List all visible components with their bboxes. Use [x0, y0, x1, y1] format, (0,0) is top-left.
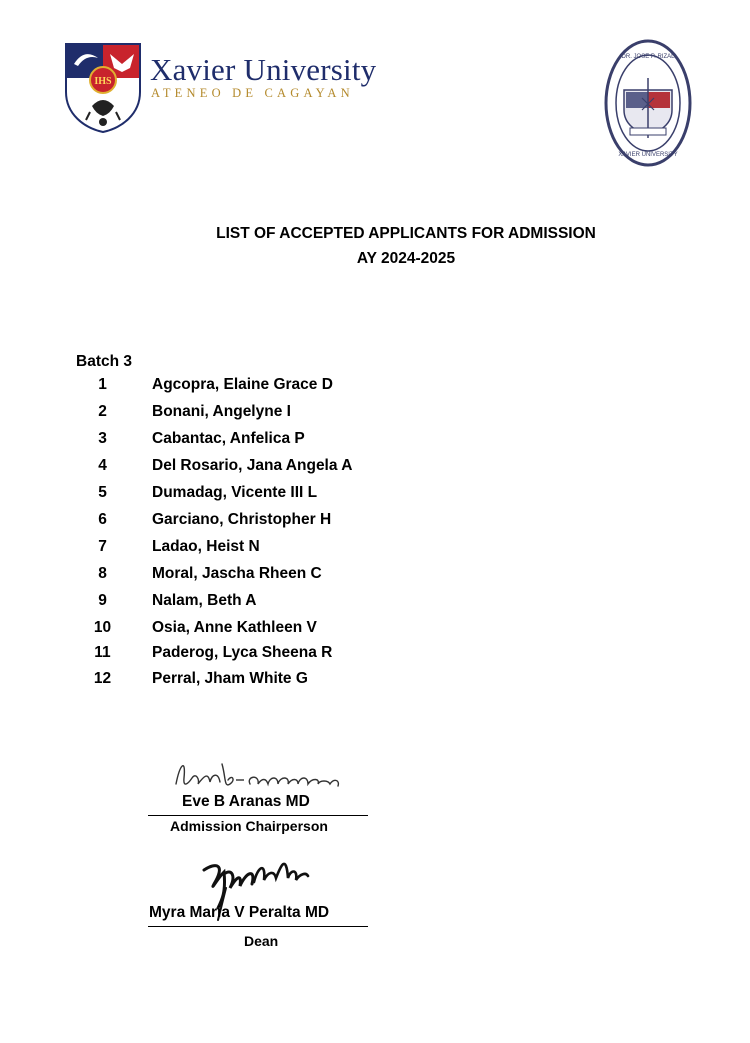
signatory-title-chairperson: Admission Chairperson	[170, 818, 328, 834]
academic-year: AY 2024-2025	[356, 250, 456, 267]
applicant-name: Del Rosario, Jana Angela A	[152, 457, 353, 474]
list-item	[0, 565, 600, 591]
signatory-name-chairperson: Eve B Aranas MD	[182, 793, 310, 810]
applicant-number: 1	[98, 376, 107, 393]
list-item	[0, 457, 600, 483]
signature-line	[148, 926, 368, 927]
batch-label: Batch 3	[76, 353, 132, 370]
applicant-number: 12	[93, 670, 112, 687]
list-item	[0, 376, 600, 402]
applicant-name: Osia, Anne Kathleen V	[152, 619, 317, 636]
university-subtitle: ATENEO DE CAGAYAN	[151, 86, 354, 100]
svg-text:XAVIER UNIVERSITY: XAVIER UNIVERSITY	[618, 152, 678, 158]
svg-text:IHS: IHS	[94, 76, 112, 87]
applicant-number: 5	[98, 484, 107, 501]
list-item	[0, 670, 600, 696]
list-item	[0, 484, 600, 510]
applicant-number: 4	[98, 457, 107, 474]
list-item	[0, 403, 600, 429]
svg-text:DR. JOSE P. RIZAL: DR. JOSE P. RIZAL	[621, 54, 675, 60]
signatory-name-dean: Myra Maria V Peralta MD	[149, 904, 330, 921]
applicant-name: Agcopra, Elaine Grace D	[152, 376, 333, 393]
applicant-name: Perral, Jham White G	[152, 670, 308, 687]
applicant-number: 11	[94, 644, 111, 661]
applicant-name: Dumadag, Vicente III L	[152, 484, 318, 501]
applicant-number: 9	[98, 592, 107, 609]
list-item	[0, 511, 600, 537]
list-item	[0, 592, 600, 618]
applicant-name: Moral, Jascha Rheen C	[152, 565, 322, 582]
applicant-name: Cabantac, Anfelica P	[152, 430, 305, 447]
signature-line	[148, 815, 368, 816]
applicant-number: 6	[98, 511, 107, 528]
applicant-name: Garciano, Christopher H	[152, 511, 332, 528]
xavier-university-shield-logo	[64, 42, 142, 134]
applicant-name: Bonani, Angelyne I	[152, 403, 291, 420]
list-item	[0, 538, 600, 564]
signature-image-chairperson	[170, 754, 350, 794]
list-item	[0, 430, 600, 456]
applicant-number: 8	[98, 565, 107, 582]
applicant-name: Ladao, Heist N	[152, 538, 260, 555]
university-name: Xavier University	[150, 52, 377, 87]
list-item	[0, 644, 600, 670]
applicant-number: 3	[98, 430, 107, 447]
applicant-number: 7	[98, 538, 107, 555]
applicant-name: Nalam, Beth A	[152, 592, 257, 609]
signatory-title-dean: Dean	[244, 933, 279, 949]
applicant-number: 10	[93, 619, 112, 636]
school-of-medicine-seal	[604, 38, 692, 168]
list-item	[0, 619, 600, 645]
applicant-name: Paderog, Lyca Sheena R	[152, 644, 333, 661]
document-title: LIST OF ACCEPTED APPLICANTS FOR ADMISSION	[216, 225, 596, 242]
applicant-number: 2	[98, 403, 107, 420]
